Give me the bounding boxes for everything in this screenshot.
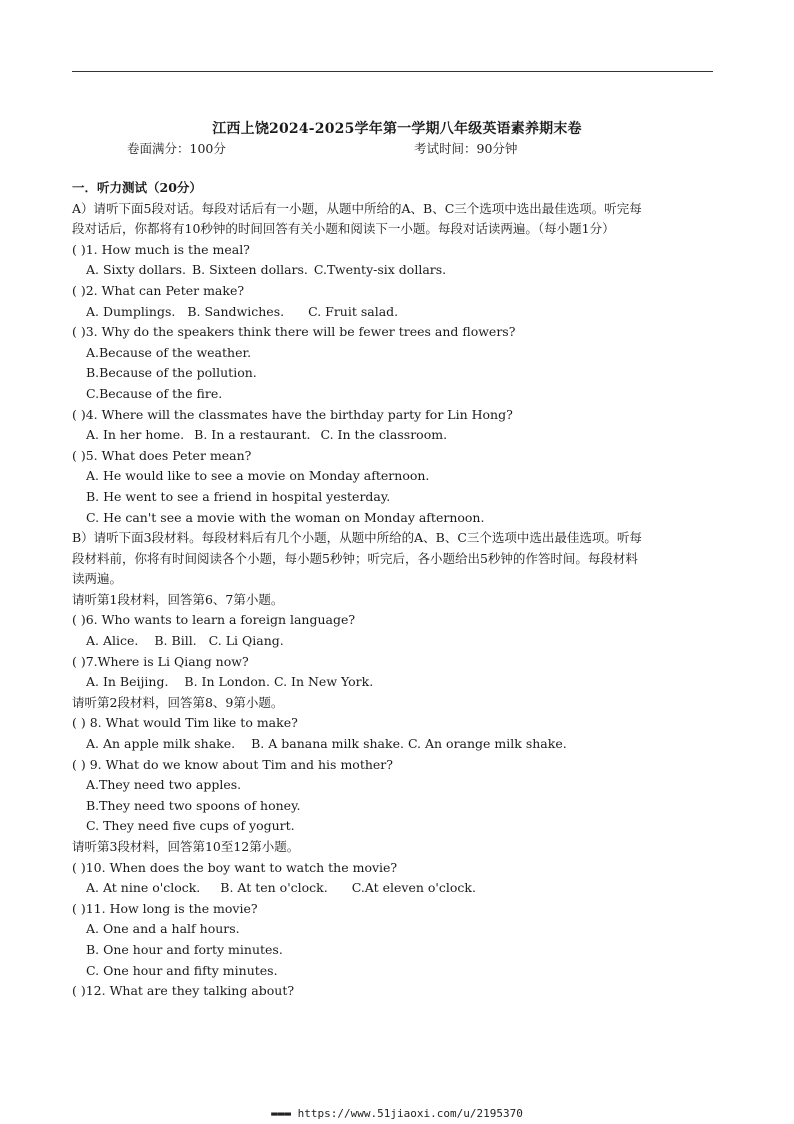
question-8: ( ) 8. What would Tim like to make? — [72, 715, 298, 731]
question-2-options — [72, 302, 713, 323]
option: B. Sandwiches. — [187, 303, 285, 319]
part-a-intro-line-1: A）请听下面5段对话。每段对话后有一小题，从题中所给的A、B、C三个选项中选出最佳选项。听完每 — [72, 200, 642, 216]
option: C. Li Qiang. — [208, 633, 284, 649]
question-3-option-b: B.Because of the pollution. — [86, 365, 257, 381]
total-score: 卷面满分：100分 — [127, 141, 226, 156]
question-5-option-b: B. He went to see a friend in hospital yesterday. — [86, 488, 391, 504]
exam-title: 江西上饶2024-2025学年第一学期八年级英语素养期末卷 — [212, 121, 582, 137]
exam-time: 考试时间：90分钟 — [414, 141, 518, 156]
question-9: ( ) 9. What do we know about Tim and his mother? — [72, 756, 393, 772]
question-7-options — [72, 672, 713, 693]
material-2-instruction: 请听第2段材料，回答第8、9第小题。 — [72, 694, 284, 710]
option: C.At eleven o'clock. — [351, 880, 476, 896]
option: B. In London. — [184, 674, 270, 690]
part-b-intro-line-1: B）请听下面3段材料。每段材料后有几个小题，从题中所给的A、B、C三个选项中选出最佳选项。听每 — [72, 530, 642, 546]
option: B. Bill. — [154, 633, 197, 649]
question-5-option-c: C. He can't see a movie with the woman on Monday afternoon. — [86, 509, 485, 525]
question-10: ( )10. When does the boy want to watch the movie? — [72, 859, 398, 875]
option: A. Dumplings. — [86, 303, 176, 319]
question-8-options — [72, 734, 713, 755]
question-10-options — [72, 878, 713, 899]
header-rule — [72, 71, 713, 72]
question-7: ( )7.Where is Li Qiang now? — [72, 653, 249, 669]
option: C. In New York. — [273, 674, 374, 690]
question-11-option-a: A. One and a half hours. — [86, 921, 240, 937]
question-12: ( )12. What are they talking about? — [72, 983, 295, 999]
question-1: ( )1. How much is the meal? — [72, 241, 250, 257]
footer-url: ▬▬▬ https://www.51jiaoxi.com/u/2195370 — [271, 1107, 523, 1120]
part-b-intro-line-2: 段材料前，你将有时间阅读各个小题，每小题5秒钟；听完后，各小题给出5秒钟的作答时间。每段材料 — [72, 550, 638, 566]
option: C.Twenty-six dollars. — [313, 262, 447, 278]
question-3: ( )3. Why do the speakers think there will be fewer trees and flowers? — [72, 324, 516, 340]
option: A. At nine o'clock. — [86, 880, 201, 896]
question-9-option-a: A.They need two apples. — [86, 777, 242, 793]
exam-content — [72, 178, 713, 1002]
question-5-option-a: A. He would like to see a movie on Monday afternoon. — [86, 468, 430, 484]
question-9-option-b: B.They need two spoons of honey. — [86, 797, 301, 813]
part-b-intro-line-3: 读两遍。 — [72, 571, 123, 587]
option: A. Sixty dollars. — [86, 262, 186, 278]
question-9-option-c: C. They need five cups of yogurt. — [86, 818, 295, 834]
option: B. At ten o'clock. — [220, 880, 328, 896]
option: A. In her home. — [86, 427, 185, 443]
part-a-intro-line-2: 段对话后，你都将有10秒钟的时间回答有关小题和阅读下一小题。每段对话读两遍。（每小题1分） — [72, 221, 615, 237]
option: B. In a restaurant. — [194, 427, 311, 443]
question-4-options — [72, 425, 713, 446]
option: A. In Beijing. — [86, 674, 169, 690]
question-3-option-a: A.Because of the weather. — [86, 344, 252, 360]
option: C. Fruit salad. — [308, 303, 399, 319]
material-1-instruction: 请听第1段材料，回答第6、7第小题。 — [72, 591, 284, 607]
question-6-options — [72, 631, 713, 652]
option: B. Sixteen dollars. — [191, 262, 308, 278]
question-11: ( )11. How long is the movie? — [72, 900, 258, 916]
question-4: ( )4. Where will the classmates have the birthday party for Lin Hong? — [72, 406, 513, 422]
question-6: ( )6. Who wants to learn a foreign language? — [72, 612, 356, 628]
option: B. A banana milk shake. — [251, 736, 404, 752]
material-3-instruction: 请听第3段材料，回答第10至12第小题。 — [72, 839, 300, 854]
option: A. An apple milk shake. — [86, 736, 236, 752]
option: A. Alice. — [86, 633, 139, 649]
question-5: ( )5. What does Peter mean? — [72, 447, 252, 463]
option: C. In the classroom. — [320, 427, 448, 443]
question-3-option-c: C.Because of the fire. — [86, 385, 223, 401]
option: C. An orange milk shake. — [407, 736, 567, 752]
question-11-option-b: B. One hour and forty minutes. — [86, 941, 283, 957]
question-1-options — [72, 260, 713, 281]
question-2: ( )2. What can Peter make? — [72, 282, 245, 298]
question-11-option-c: C. One hour and fifty minutes. — [86, 962, 278, 978]
section-heading-listening: 一．听力测试（20分） — [72, 180, 202, 195]
